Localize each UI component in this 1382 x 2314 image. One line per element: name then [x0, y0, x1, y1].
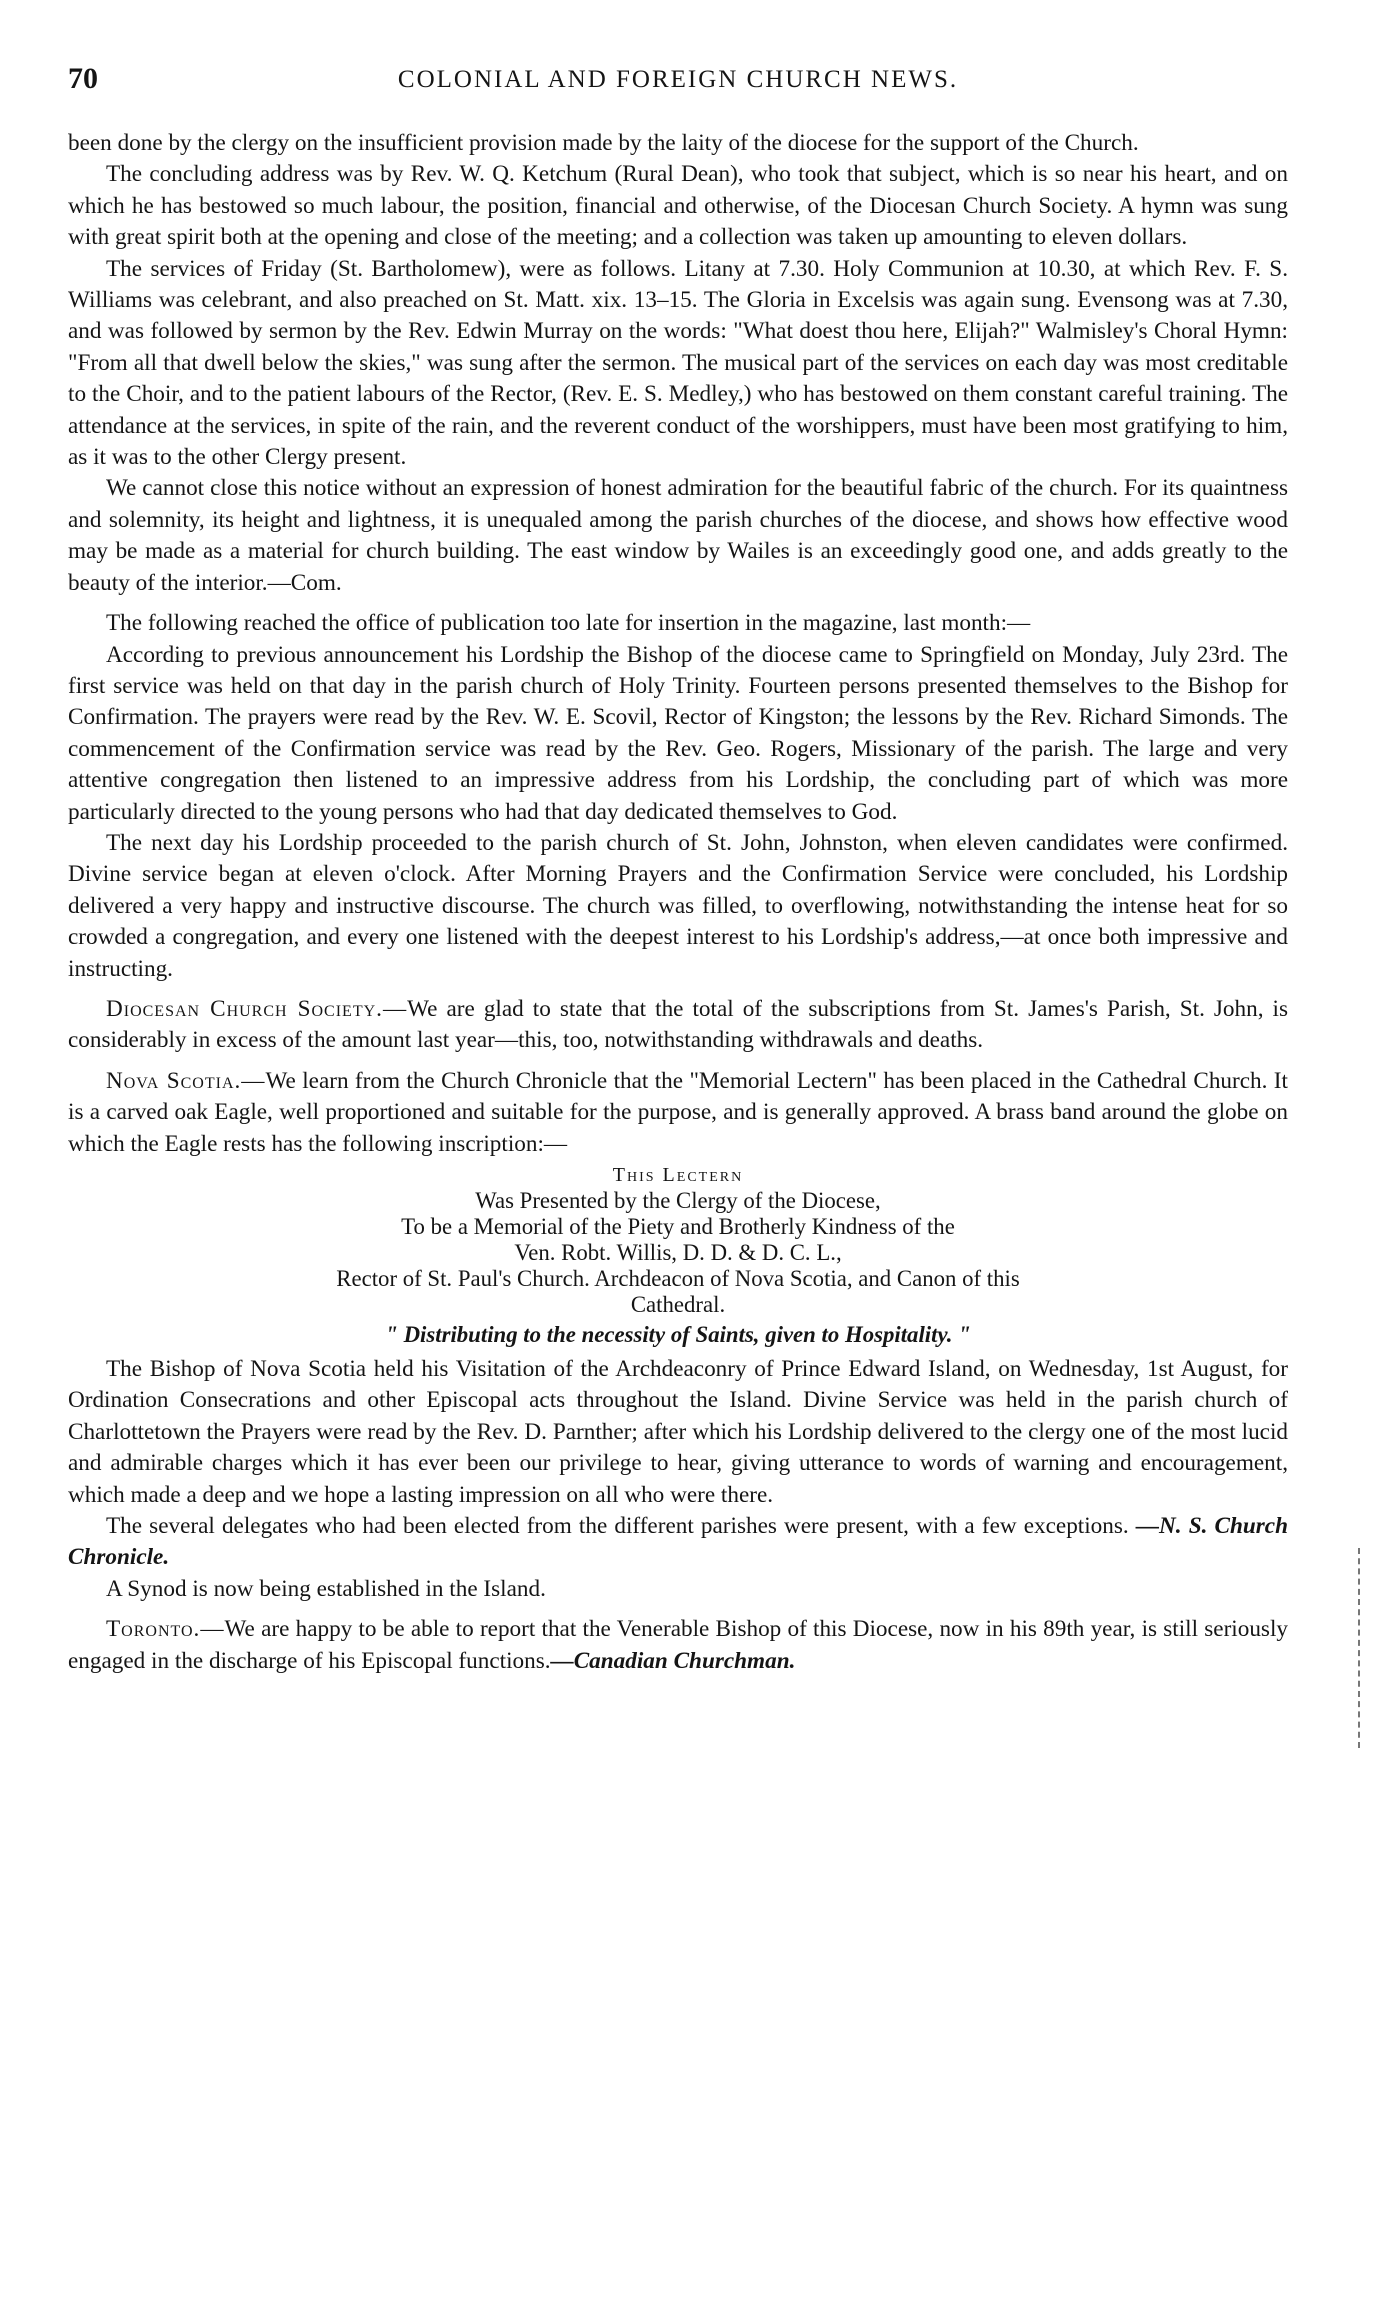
paragraph-body: We are happy to be able to report that the Venerable Bishop of this Diocese, now in his 89th year, is still seriously engaged in the discharge of his Episcopal functions.	[68, 1616, 1288, 1674]
paragraph: been done by the clergy on the insufficient provision made by the laity of the diocese for the support of the Church.	[68, 130, 1139, 156]
paragraph: The concluding address was by Rev. W. Q. Ketchum (Rural Dean), who took that subject, which is so near his heart, and on which he has bestowed so much labour, the position, financial and otherwise, of the Diocesan Church Society. A hymn was sung with great spirit both at the opening and close of the meeting; and a collection was taken up amounting to eleven dollars.	[68, 161, 1288, 251]
running-title: COLONIAL AND FOREIGN CHURCH NEWS.	[397, 66, 959, 93]
inscription-line: Was Presented by the Clergy of the Diocese,	[475, 1188, 881, 1213]
inscription-line: Cathedral.	[630, 1292, 726, 1317]
section-heading: Toronto.—	[106, 1616, 225, 1643]
paragraph-diocesan-society	[68, 994, 1288, 1057]
source-citation: —Canadian Churchman.	[550, 1647, 796, 1674]
paragraph: We cannot close this notice without an expression of honest admiration for the beautiful fabric of the church. For its quaintness and solemnity, its height and lightness, it is unequaled among the parish churches of the diocese, and shows how effective wood may be made as a material for church building. The east window by Wailes is an exceedingly good one, and adds greatly to the beauty of the interior.—Com.	[68, 475, 1288, 596]
paragraph-body: We are glad to state that the total of the subscriptions from St. James's Parish, St. John, is considerably in excess of the amount last year—this, too, notwithstanding withdrawals and deaths.	[68, 995, 1288, 1054]
paragraph: The following reached the office of publication too late for insertion in the magazine, last month:—	[106, 610, 1031, 637]
lectern-inscription	[68, 1162, 1288, 1348]
paragraph-body: We learn from the Church Chronicle that the "Memorial Lectern" has been placed in the Cathedral Church. It is a carved oak Eagle, well proportioned and suitable for the purpose, and is generally approved. A brass band around the globe on which the Eagle rests has the following inscription:—	[68, 1067, 1288, 1157]
paragraph-body: The several delegates who had been elected from the different parishes were present, with a few exceptions.	[106, 1513, 1129, 1540]
page-number: 70	[68, 62, 98, 95]
page-header	[68, 62, 1288, 106]
section-heading: Diocesan Church Society.—	[106, 995, 408, 1022]
paragraph: A Synod is now being established in the Island.	[106, 1575, 546, 1602]
paragraph-nova-scotia	[68, 1066, 1288, 1160]
paragraph: The services of Friday (St. Bartholomew), were as follows. Litany at 7.30. Holy Communion at 10.30, at which Rev. F. S. Williams was celebrant, and also preached on St. Matt. xix. 13–15. The Gloria in Excelsis was again sung. Evensong was at 7.30, and was followed by sermon by the Rev. Edwin Murray on the words: "What doest thou here, Elijah?" Walmisley's Choral Hymn: "From all that dwell below the skies," was sung after the sermon. The musical part of the services on each day was most creditable to the Choir, and to the patient labours of the Rector, (Rev. E. S. Medley,) who has bestowed on them constant careful training. The attendance at the services, in spite of the rain, and the reverent conduct of the worshippers, must have been most gratifying to him, as it was to the other Clergy present.	[68, 255, 1288, 471]
inscription-line: Rector of St. Paul's Church. Archdeacon of Nova Scotia, and Canon of this	[336, 1266, 1020, 1291]
inscription-line: This Lectern	[612, 1164, 744, 1186]
paragraph-toronto	[68, 1614, 1288, 1677]
inscription-line: To be a Memorial of the Piety and Brotherly Kindness of the	[401, 1214, 955, 1239]
paragraph	[68, 1511, 1288, 1574]
paragraph: The Bishop of Nova Scotia held his Visitation of the Archdeaconry of Prince Edward Island, on Wednesday, 1st August, for Ordination Consecrations and other Episcopal acts throughout the Island. Divine Service was held in the parish church of Charlottetown the Prayers were read by the Rev. D. Parnther; after which his Lordship delivered to the clergy one of the most lucid and admirable charges which it has ever been our privilege to hear, giving utterance to words of warning and encouragement, which made a deep and we hope a lasting impression on all who were there.	[68, 1356, 1288, 1508]
source-citation: —N. S. Church Chronicle.	[68, 1513, 1288, 1571]
document-page	[68, 62, 1288, 1677]
section-heading: Nova Scotia.—	[106, 1067, 266, 1094]
paragraph: The next day his Lordship proceeded to the parish church of St. John, Johnston, when eleven candidates were confirmed. Divine service began at eleven o'clock. After Morning Prayers and the Confirmation Service were concluded, his Lordship delivered a very happy and instructive discourse. The church was filled, to overflowing, notwithstanding the intense heat for so crowded a congregation, and every one listened with the deepest interest to his Lordship's address,—at once both impressive and instructing.	[68, 829, 1288, 982]
inscription-motto: " Distributing to the necessity of Saints, given to Hospitality. "	[385, 1322, 971, 1347]
margin-dash-rule	[1358, 1548, 1360, 1748]
inscription-line: Ven. Robt. Willis, D. D. & D. C. L.,	[514, 1240, 842, 1265]
paragraph: According to previous announcement his Lordship the Bishop of the diocese came to Springfield on Monday, July 23rd. The first service was held on that day in the parish church of Holy Trinity. Fourteen persons presented themselves to the Bishop for Confirmation. The prayers were read by the Rev. W. E. Scovil, Rector of Kingston; the lessons by the Rev. Richard Simonds. The commencement of the Confirmation service was read by the Rev. Geo. Rogers, Missionary of the parish. The large and very attentive congregation then listened to an impressive address from his Lordship, the concluding part of which was more particularly directed to the young persons who had that day dedicated themselves to God.	[68, 641, 1288, 825]
